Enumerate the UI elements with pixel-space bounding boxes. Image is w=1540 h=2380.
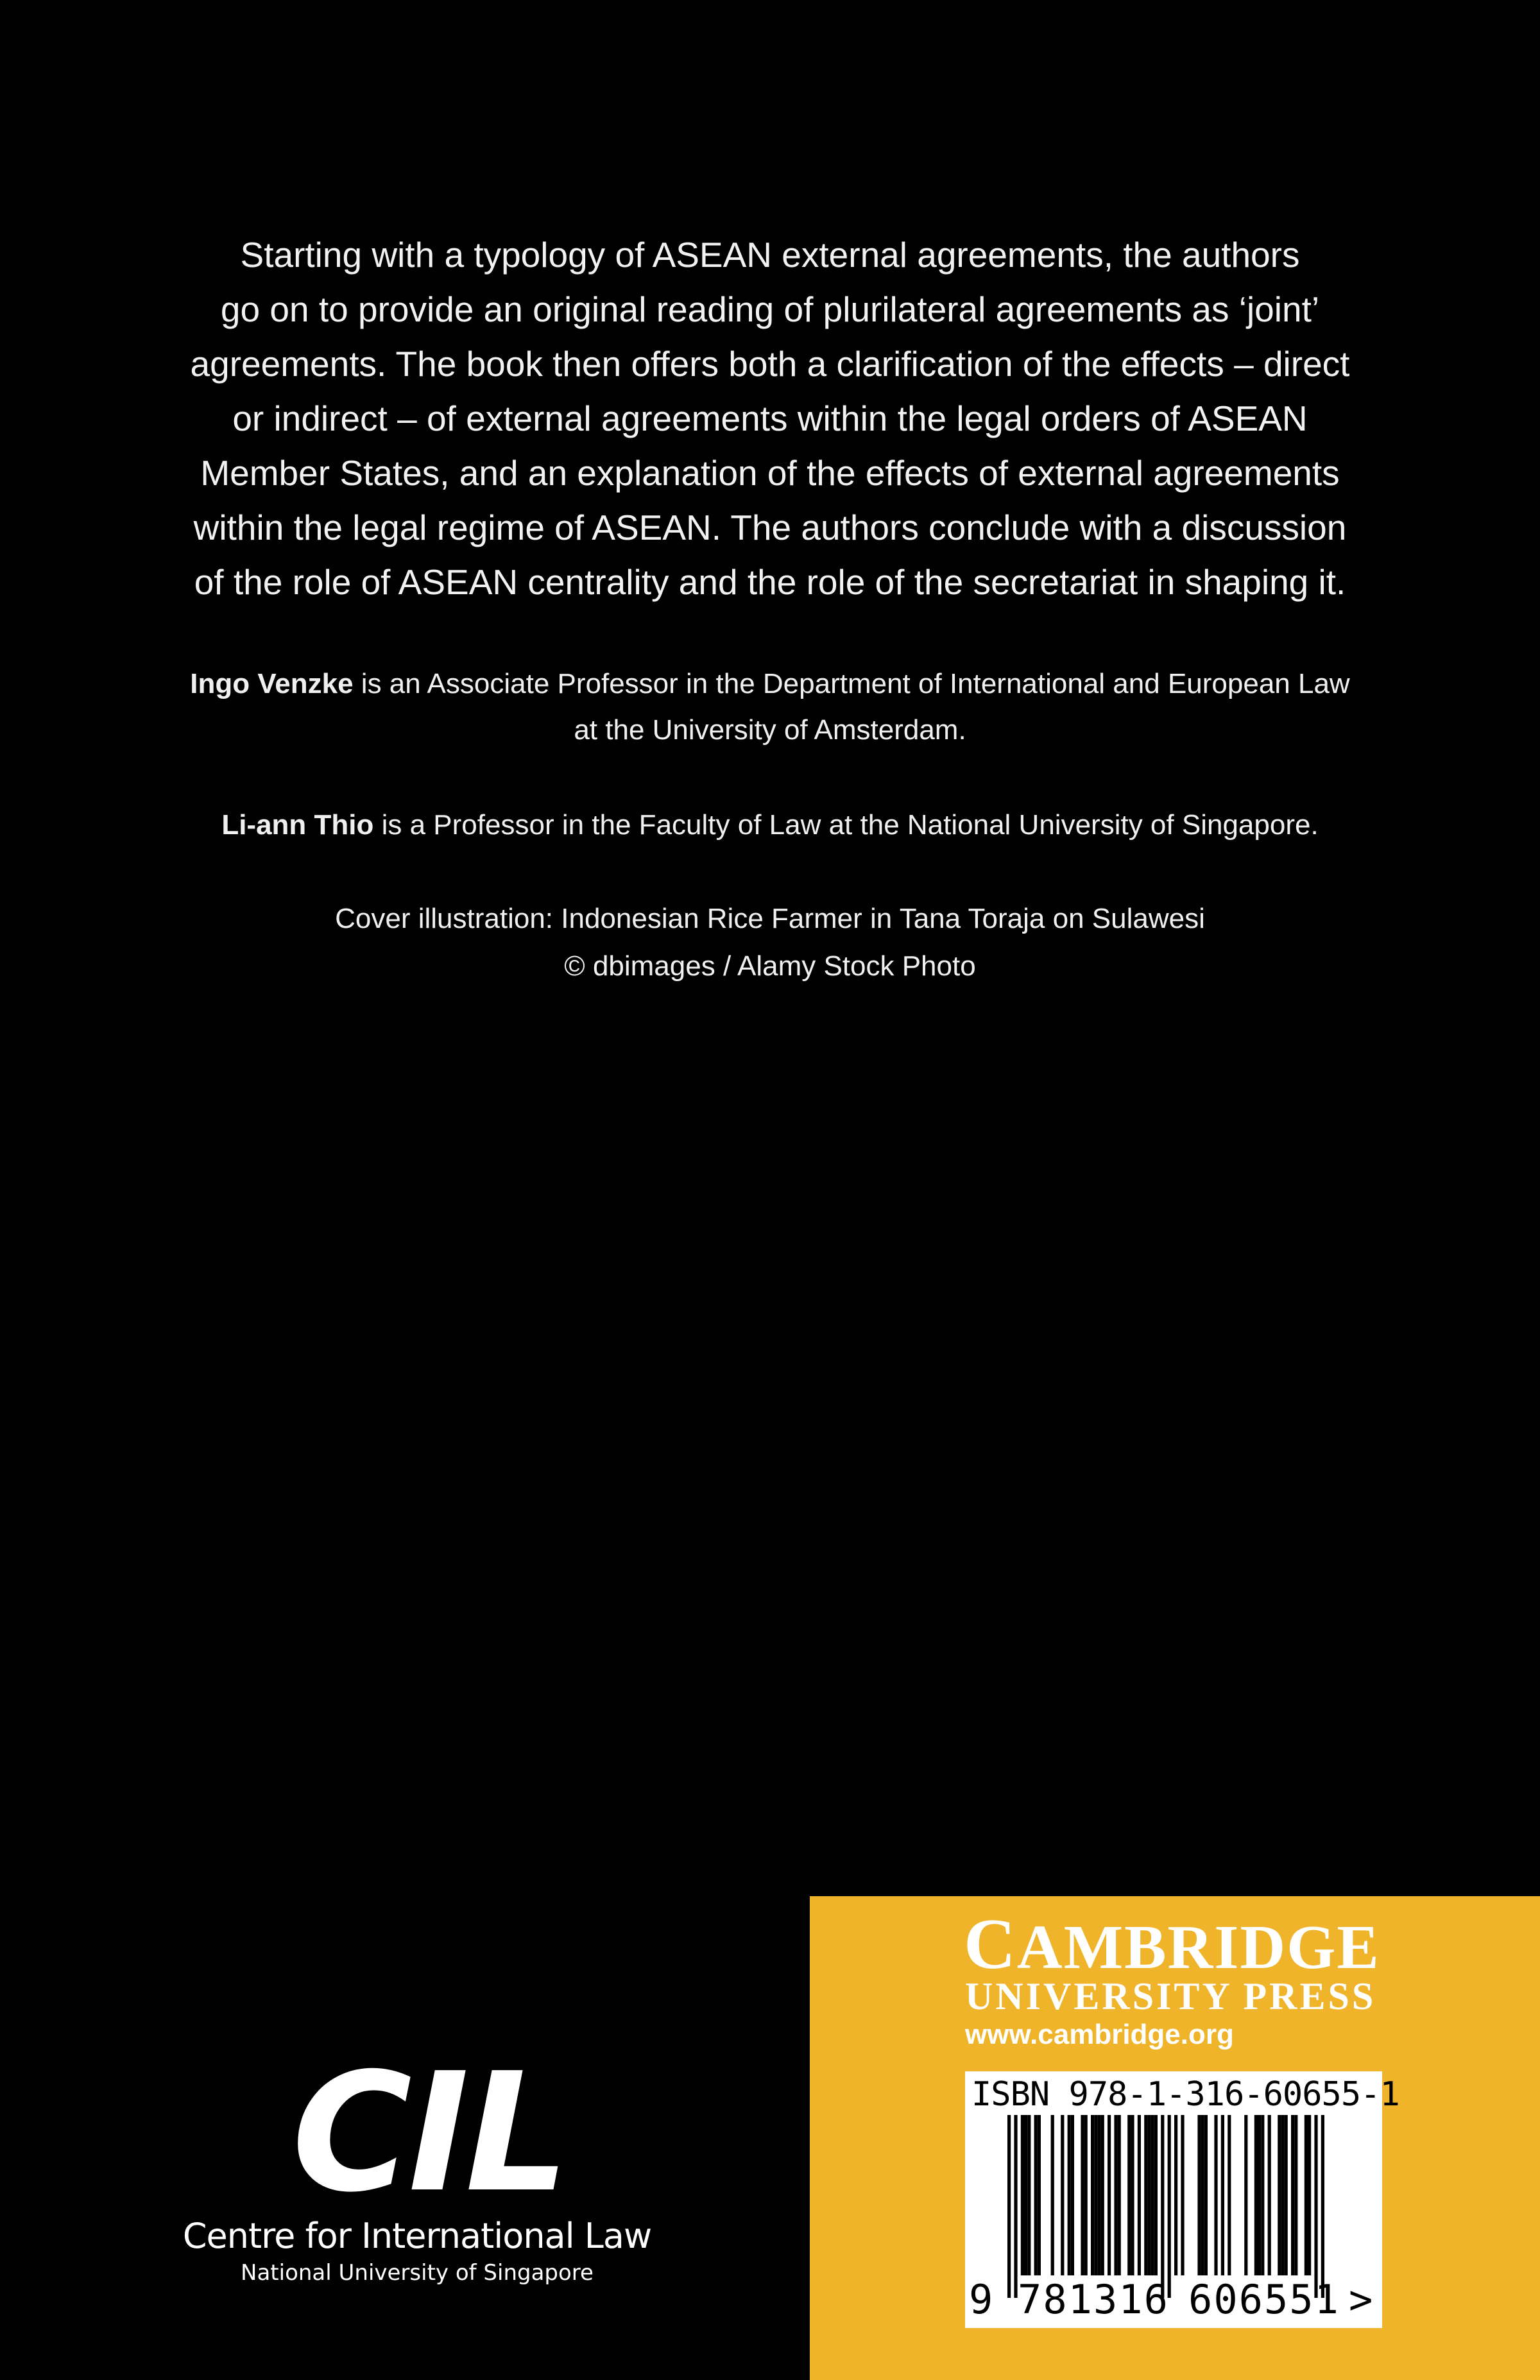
barcode-bar: [1174, 2115, 1177, 2275]
publisher-name-initial: C: [964, 1905, 1017, 1984]
blurb-line: agreements. The book then offers both a clarification of the effects – direct: [190, 344, 1350, 384]
barcode-bar: [1068, 2115, 1071, 2275]
barcode-bar: [1014, 2115, 1017, 2298]
cil-logo: [180, 2038, 654, 2288]
barcode-bar: [1254, 2115, 1258, 2275]
barcode-bar: [1197, 2115, 1201, 2275]
barcode-bar: [1281, 2115, 1284, 2275]
blurb-line: go on to provide an original reading of plurilateral agreements as ‘joint’: [220, 289, 1320, 329]
barcode-bar: [1114, 2115, 1117, 2275]
author-name: Ingo Venzke: [190, 668, 354, 699]
author-bio-venzke: [141, 661, 1399, 753]
barcode-bar: [1314, 2115, 1317, 2298]
barcode-bar: [1228, 2115, 1231, 2275]
barcode-bar: [1244, 2115, 1247, 2275]
barcode-bar: [1034, 2115, 1038, 2275]
publisher-subtitle: UNIVERSITY PRESS: [965, 1975, 1376, 2017]
barcode-bar: [1097, 2115, 1100, 2275]
barcode-bar: [1038, 2115, 1041, 2275]
barcode-bar: [1305, 2115, 1308, 2275]
barcode-bar: [1268, 2115, 1271, 2275]
barcode-bar: [1061, 2115, 1064, 2275]
isbn-barcode: [965, 2071, 1399, 2328]
barcode-bar: [1091, 2115, 1094, 2275]
barcode-digits-left: 781316: [1018, 2276, 1169, 2323]
barcode-bar: [1214, 2115, 1217, 2275]
book-blurb: [154, 228, 1386, 610]
barcode-bar: [1127, 2115, 1131, 2275]
publisher-panel: [810, 1896, 1540, 2380]
blurb-line: Starting with a typology of ASEAN external agreements, the authors: [240, 235, 1300, 275]
barcode-bar: [1201, 2115, 1204, 2275]
barcode-bar: [1168, 2115, 1171, 2298]
photo-copyright: © dbimages / Alamy Stock Photo: [564, 950, 976, 982]
blurb-line: of the role of ASEAN centrality and the role of the secretariat in shaping it.: [194, 562, 1346, 602]
barcode-bar: [1094, 2115, 1097, 2275]
barcode-bar: [1308, 2115, 1311, 2275]
barcode-bar: [1151, 2115, 1154, 2275]
barcode-bar: [1291, 2115, 1294, 2275]
barcode-bar: [1181, 2115, 1184, 2275]
barcode-bar: [1261, 2115, 1264, 2275]
barcode-bar: [1278, 2115, 1281, 2275]
blurb-line: or indirect – of external agreements within the legal orders of ASEAN: [232, 398, 1308, 438]
cil-logo-mark: CIL: [292, 2038, 566, 2229]
publisher-url[interactable]: www.cambridge.org: [965, 2019, 1234, 2050]
barcode-bar: [1285, 2115, 1288, 2275]
blurb-line: Member States, and an explanation of the effects of external agreements: [200, 453, 1340, 493]
barcode-digits: [965, 2275, 1382, 2327]
barcode-bar: [1154, 2115, 1158, 2275]
barcode-bar: [1294, 2115, 1297, 2275]
barcode-bar: [1147, 2115, 1151, 2275]
barcode-digit-first: 9: [969, 2276, 993, 2323]
barcode-digits-right: 606551: [1188, 2276, 1340, 2323]
author-bio-text: is a Professor in the Faculty of Law at the National University of Singapore.: [373, 809, 1319, 841]
barcode-bar: [1118, 2115, 1121, 2275]
barcode-bar: [1024, 2115, 1027, 2275]
publisher-name-rest: AMBRIDGE: [1016, 1913, 1380, 1982]
barcode-bar: [1071, 2115, 1074, 2275]
author-name: Li-ann Thio: [221, 809, 374, 841]
barcode-bar: [1161, 2115, 1164, 2298]
barcode-bar: [1027, 2115, 1031, 2275]
barcode-bar: [1221, 2115, 1224, 2275]
barcode-bar: [1144, 2115, 1147, 2275]
author-bio-text: is an Associate Professor in the Department of International and European Law: [353, 668, 1350, 699]
barcode-bar: [1081, 2115, 1084, 2275]
isbn-label: ISBN 978-1-316-60655-1: [971, 2075, 1399, 2114]
cil-logo-name: Centre for International Law: [182, 2216, 652, 2256]
barcode-end-marker: >: [1349, 2276, 1373, 2323]
barcode-bar: [1101, 2115, 1104, 2275]
barcode-bar: [1321, 2115, 1324, 2298]
barcode-bar: [1108, 2115, 1111, 2275]
cover-illustration-credit: Cover illustration: Indonesian Rice Farmer in Tana Toraja on Sulawesi: [335, 903, 1205, 934]
barcode-bar: [1084, 2115, 1088, 2275]
cil-logo-university: National University of Singapore: [241, 2260, 594, 2286]
blurb-line: within the legal regime of ASEAN. The authors conclude with a discussion: [193, 508, 1347, 547]
barcode-bar: [1051, 2115, 1054, 2275]
barcode-bar: [1131, 2115, 1134, 2275]
barcode-bar: [1021, 2115, 1024, 2275]
author-bio-text: at the University of Amsterdam.: [574, 714, 966, 746]
barcode-bar: [1204, 2115, 1208, 2275]
barcode-bar: [1138, 2115, 1141, 2275]
author-bio-thio: [141, 802, 1399, 848]
barcode-bar: [1007, 2115, 1011, 2298]
publisher-name: [964, 1905, 1380, 1984]
barcode-bar: [1258, 2115, 1261, 2275]
